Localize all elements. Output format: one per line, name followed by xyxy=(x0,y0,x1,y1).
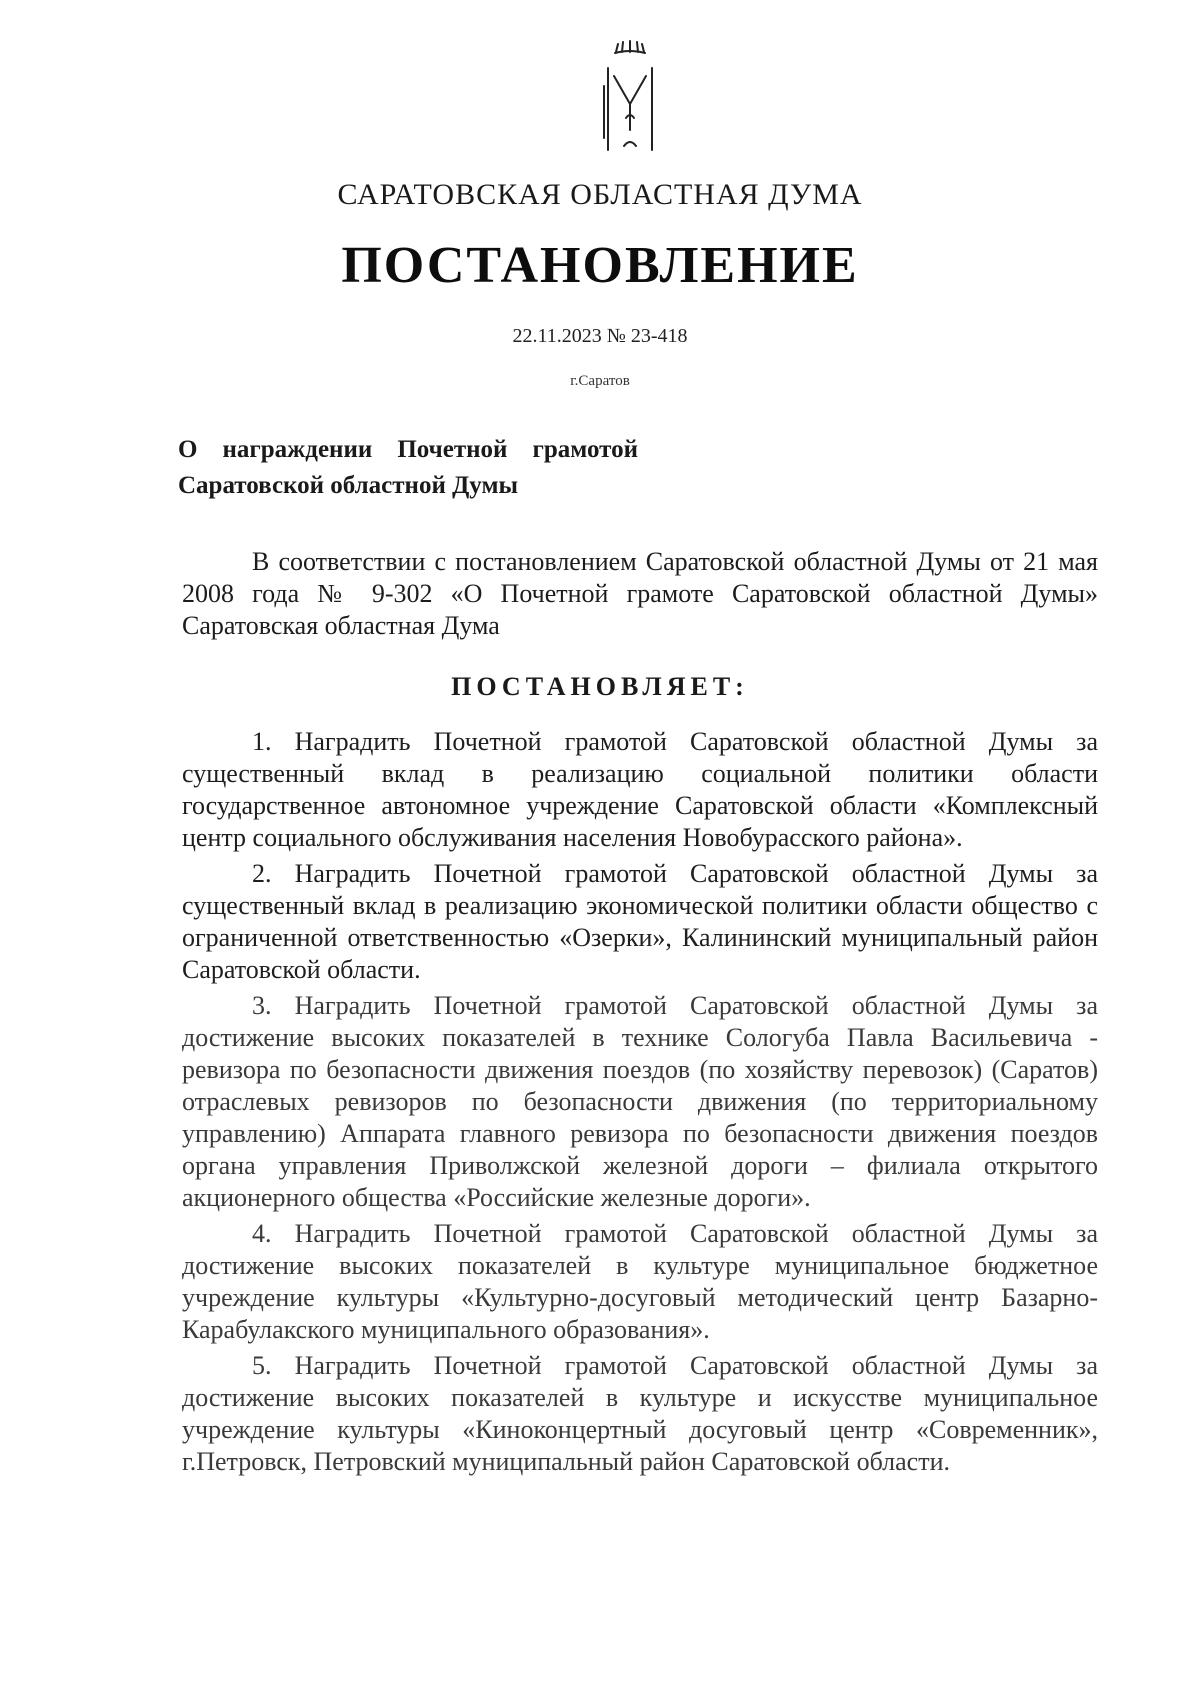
date-and-number: 22.11.2023 № 23-418 xyxy=(512,325,688,347)
resolution-item-3: 3. Наградить Почетной грамотой Саратовской областной Думы за достижение высоких показателей в технике Сологуба Павла Васильевича - ревизора по безопасности движения поездов (по хозяйству перевозок) (Саратов) отраслевых ревизоров по безопасности движения (по территориальному управлению) Аппарата главного ревизора по безопасности движения поездов органа управления Приволжской железной дороги – филиала открытого акционерного общества «Российские железные дороги». xyxy=(182,991,1098,1212)
city-label: г.Саратов xyxy=(570,373,630,389)
document-subject: О награждении Почетной грамотой Саратовской областной Думы xyxy=(178,436,638,499)
organization-name: САРАТОВСКАЯ ОБЛАСТНАЯ ДУМА xyxy=(337,178,863,211)
resolution-item-1: 1. Наградить Почетной грамотой Саратовской областной Думы за существенный вклад в реализацию социальной политики области государственное автономное учреждение Саратовской области «Комплексный центр социального обслуживания населения Новобурасского района». xyxy=(182,727,1098,852)
coat-of-arms-icon xyxy=(602,38,658,156)
resolution-items xyxy=(182,726,1098,1482)
resolves-heading: ПОСТАНОВЛЯЕТ: xyxy=(451,672,749,701)
preamble-paragraph: В соответствии с постановлением Саратовской областной Думы от 21 мая 2008 года № 9-302 «О Почетной грамоте Саратовской областной Думы» Саратовская областная Дума xyxy=(182,547,1098,640)
resolution-item-4: 4. Наградить Почетной грамотой Саратовской областной Думы за достижение высоких показателей в культуре муниципальное бюджетное учреждение культуры «Культурно-досуговый методический центр Базарно-Карабулакского муниципального образования». xyxy=(182,1219,1098,1344)
resolution-item-5: 5. Наградить Почетной грамотой Саратовской областной Думы за достижение высоких показателей в культуре и искусстве муниципальное учреждение культуры «Киноконцертный досуговый центр «Современник», г.Петровск, Петровский муниципальный район Саратовской области. xyxy=(182,1351,1098,1476)
resolution-item-2: 2. Наградить Почетной грамотой Саратовской областной Думы за существенный вклад в реализацию экономической политики области общество с ограниченной ответственностью «Озерки», Калининский муниципальный район Саратовской области. xyxy=(182,859,1098,984)
document-type-title: ПОСТАНОВЛЕНИЕ xyxy=(341,237,859,294)
